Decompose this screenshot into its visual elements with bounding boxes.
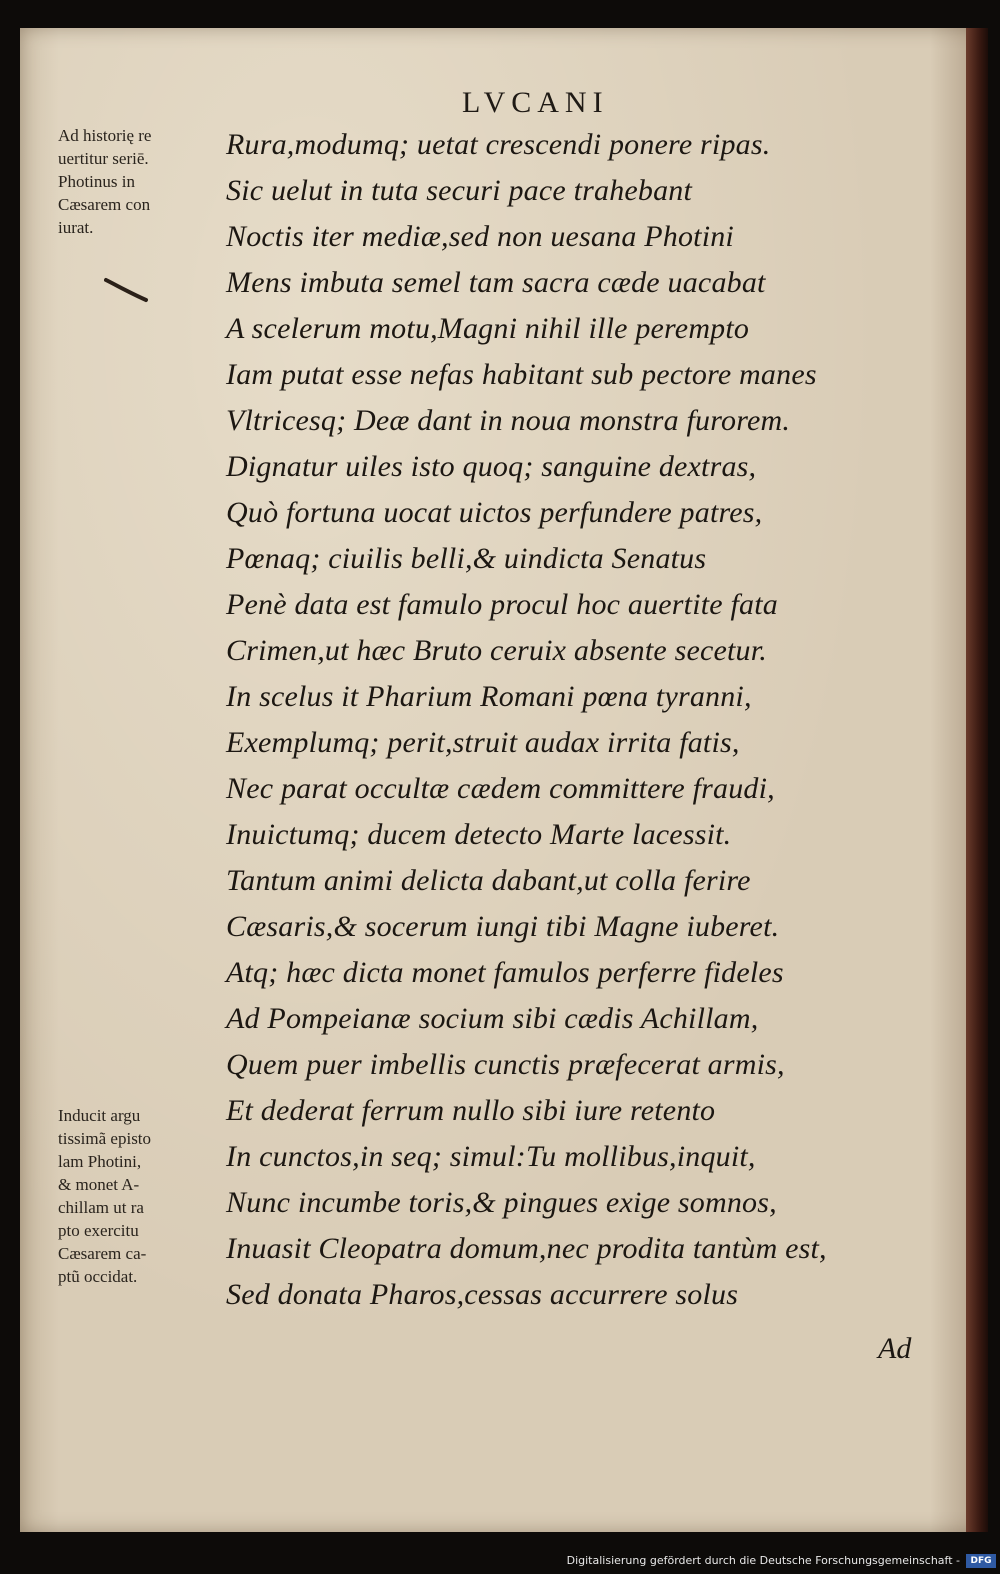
footer-credit: Digitalisierung gefördert durch die Deutsche Forschungsgemeinschaft - <box>566 1554 960 1567</box>
verse-line: Tantum animi delicta dabant,ut colla ferire <box>226 864 751 897</box>
verse-line: Quò fortuna uocat uictos perfundere patres, <box>226 496 763 529</box>
catchword: Ad <box>878 1332 912 1365</box>
verse-line: Inuasit Cleopatra domum,nec prodita tantùm est, <box>226 1232 827 1265</box>
verse-line: Sed donata Pharos,cessas accurrere solus <box>226 1278 739 1311</box>
verse-line: Nec parat occultæ cædem committere fraudi, <box>226 772 775 805</box>
verse-line: Inuictumq; ducem detecto Marte lacessit. <box>226 818 732 851</box>
verse-line: Sic uelut in tuta securi pace trahebant <box>226 174 693 207</box>
marginal-note-top: Ad historię re uertitur seriē. Photinus in Cæsarem con iurat. <box>58 126 152 237</box>
marginal-note-bottom: Inducit argu tissimã episto lam Photini, & monet A- chillam ut ra pto exercitu Cæsarem ca- ptũ occidat. <box>58 1106 152 1286</box>
verse-line: In cunctos,in seq; simul:Tu mollibus,inquit, <box>226 1140 756 1173</box>
running-head: LVCANI <box>462 86 609 119</box>
verse-line: Cæsaris,& socerum iungi tibi Magne iuberet. <box>226 910 780 943</box>
pen-stroke-mark <box>104 276 150 304</box>
verse-line: Crimen,ut hæc Bruto ceruix absente secetur. <box>226 634 767 667</box>
verse-line: Pœnaq; ciuilis belli,& uindicta Senatus <box>226 542 707 575</box>
verse-line: Ad Pompeianæ socium sibi cædis Achillam, <box>226 1002 759 1035</box>
verse-line: Et dederat ferrum nullo sibi iure retento <box>226 1094 716 1127</box>
verse-line: Quem puer imbellis cunctis præfecerat armis, <box>226 1048 785 1081</box>
verse-line: Rura,modumq; uetat crescendi ponere ripas. <box>226 128 771 161</box>
verse-line: Noctis iter mediæ,sed non uesana Photini <box>226 220 734 253</box>
verse-line: Mens imbuta semel tam sacra cæde uacabat <box>226 266 766 299</box>
verse-line: Atq; hæc dicta monet famulos perferre fideles <box>226 956 784 989</box>
verse-line: Penè data est famulo procul hoc auertite fata <box>226 588 778 621</box>
binding-gutter <box>966 28 988 1532</box>
dfg-logo: DFG <box>966 1554 996 1568</box>
verse-line: A scelerum motu,Magni nihil ille perempto <box>226 312 750 345</box>
verse-line: Exemplumq; perit,struit audax irrita fatis, <box>226 726 740 759</box>
verse-line: Dignatur uiles isto quoq; sanguine dextras, <box>226 450 757 483</box>
verse-line: Iam putat esse nefas habitant sub pectore manes <box>226 358 817 391</box>
verse-line: In scelus it Pharium Romani pœna tyranni, <box>226 680 752 713</box>
verse-line: Vltricesq; Deæ dant in noua monstra furorem. <box>226 404 791 437</box>
verse-line: Nunc incumbe toris,& pingues exige somnos, <box>226 1186 777 1219</box>
